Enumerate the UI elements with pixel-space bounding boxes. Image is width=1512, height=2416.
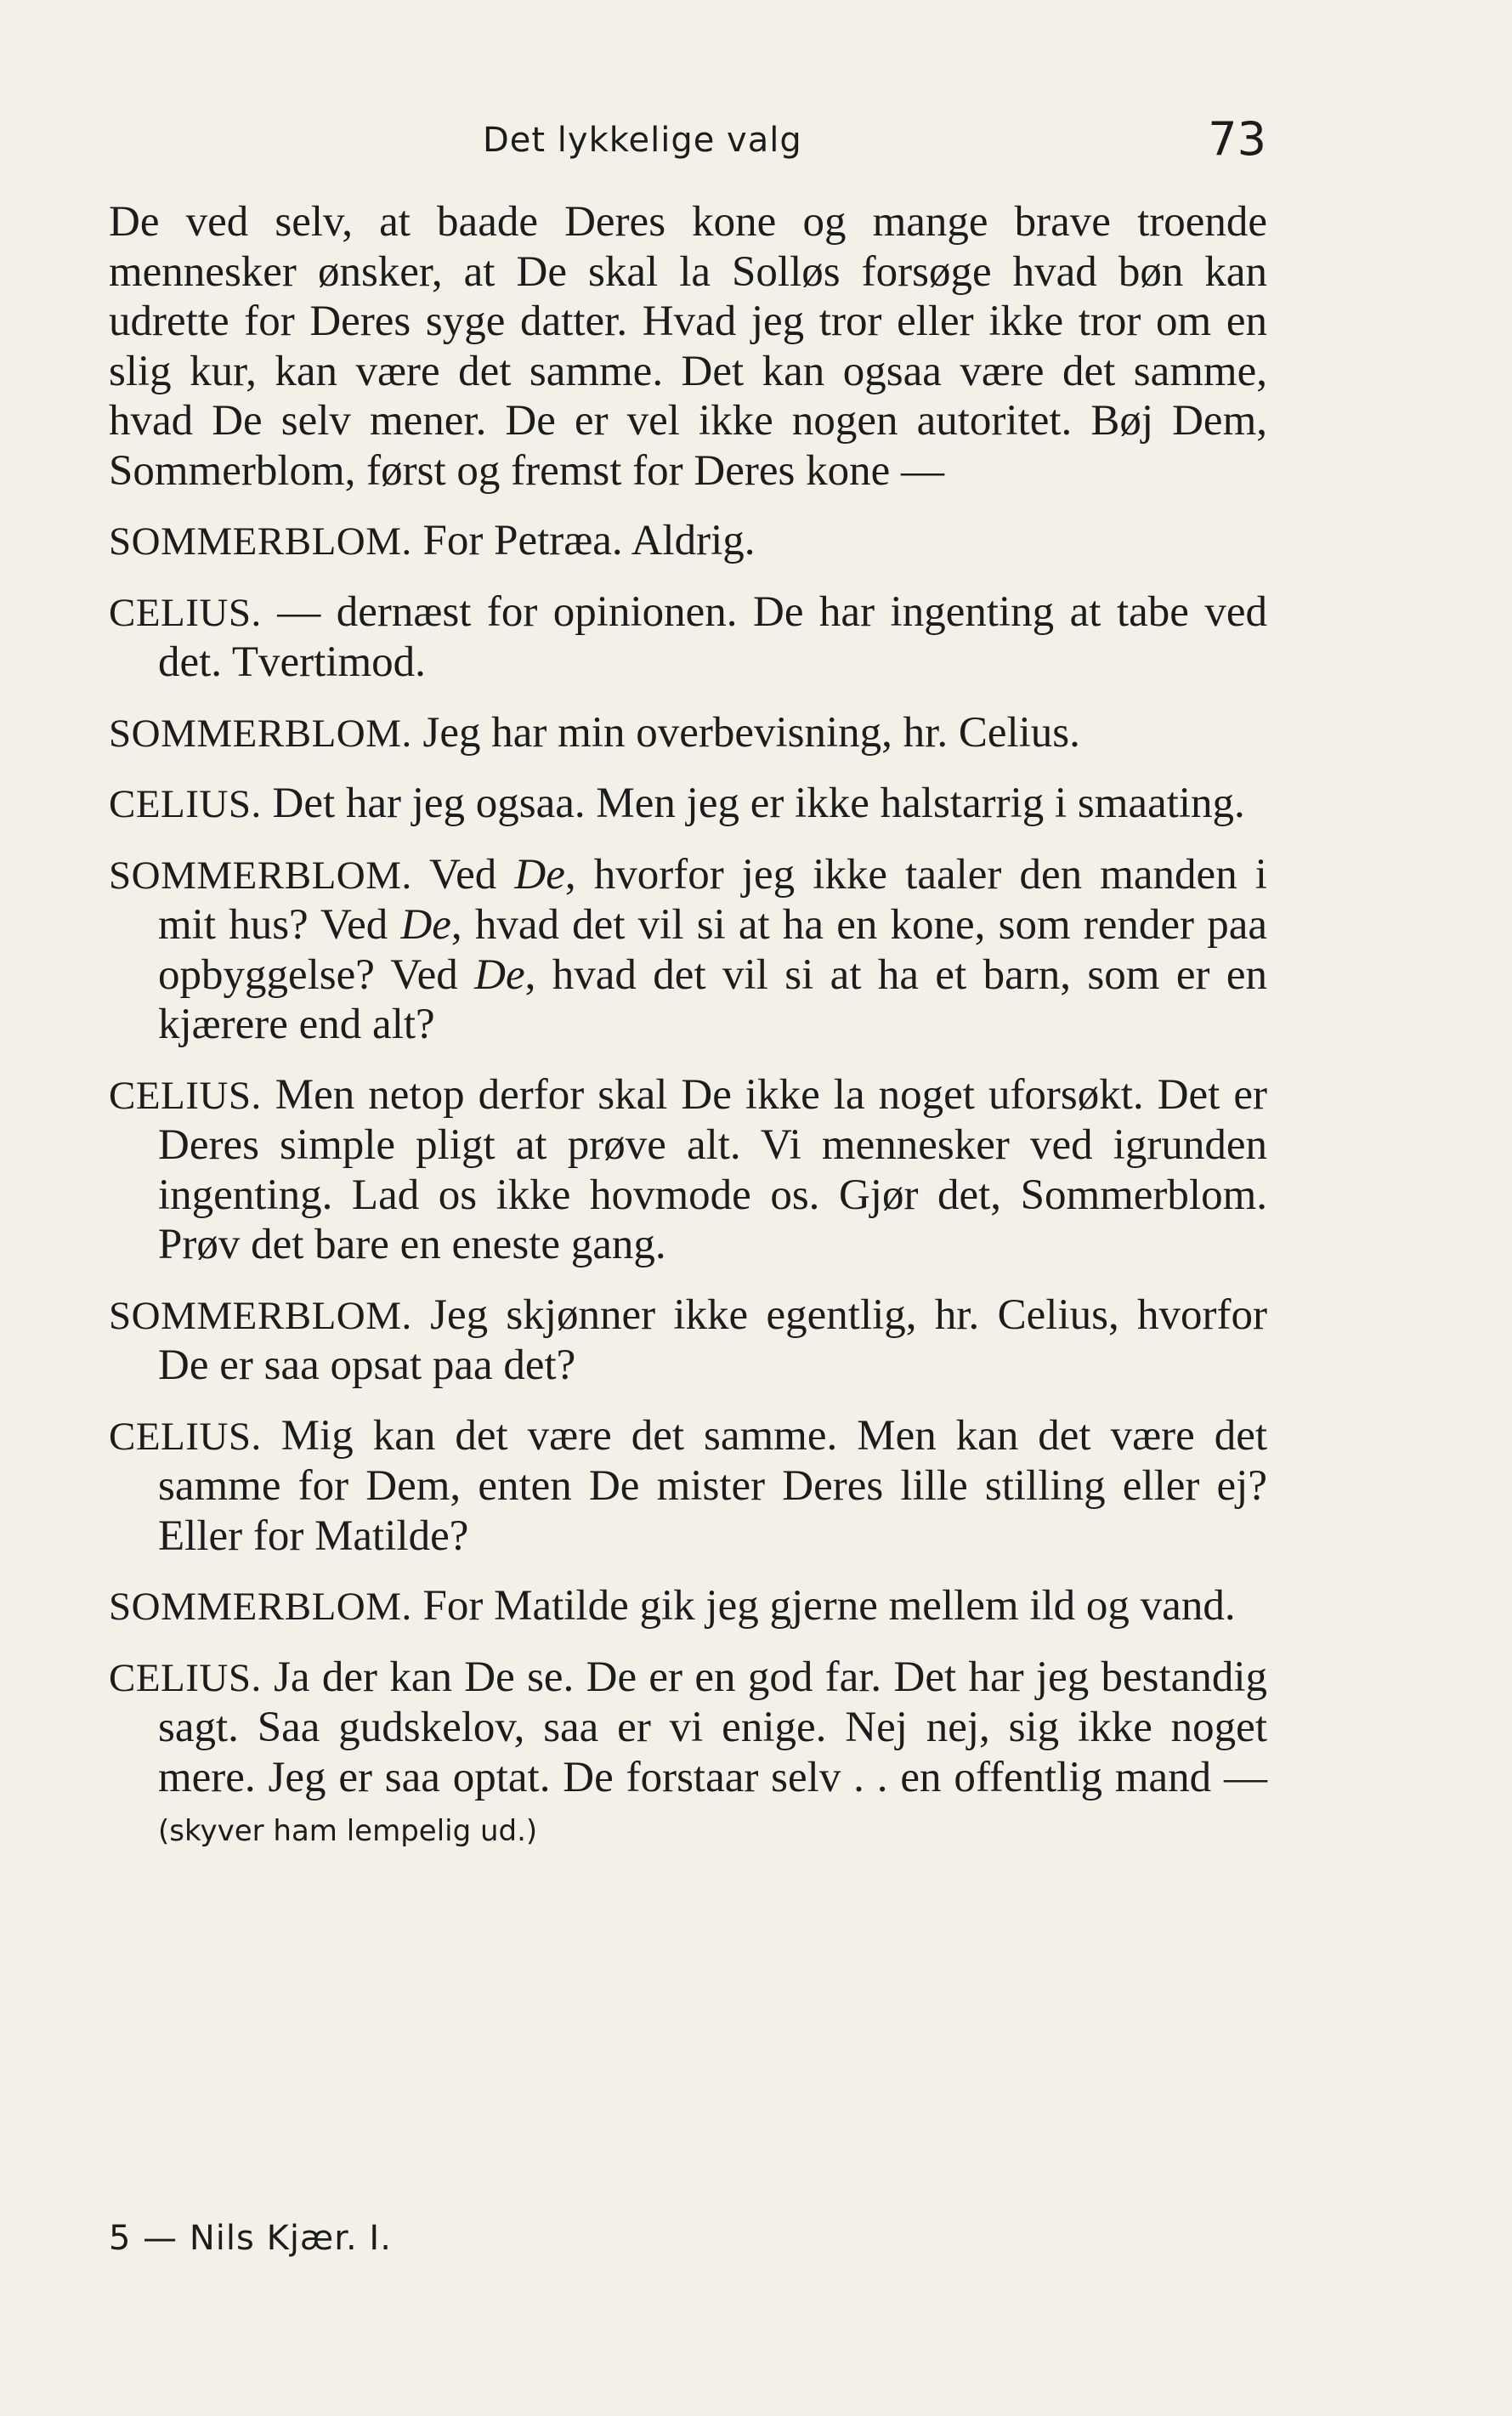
dialogue-line (109, 1411, 1267, 1562)
speaker-name: SOMMERBLOM. (109, 1585, 412, 1629)
speaker-name: CELIUS. (109, 1073, 262, 1118)
dialogue-text: For Petræa. Aldrig. (422, 517, 756, 564)
dialogue-line (109, 708, 1267, 759)
speaker-name: SOMMERBLOM. (109, 853, 412, 898)
page-number: 73 (1208, 112, 1266, 166)
emphasis-text: De (400, 901, 451, 949)
speaker-name: CELIUS. (109, 1414, 262, 1459)
dialogue-text-part: Ved (428, 850, 515, 899)
dialogue-text: Jeg skjønner ikke egentlig, hr. Celius, hvorfor De er saa opsat paa det? (158, 1290, 1268, 1389)
dialogue-text-part: , hvorfor jeg ikke taaler den manden i mit hus? Ved (158, 850, 1267, 949)
dialogue-line (109, 1581, 1267, 1632)
running-head (110, 112, 1266, 172)
continuation-paragraph (109, 197, 1267, 496)
dialogue-text: Mig kan det være det samme. Men kan det være det samme for Dem, enten De mister Deres lille stilling eller ej? Eller for Matilde? (158, 1411, 1267, 1560)
dialogue-text: — dernæst for opinionen. De har ingenting at tabe ved det. Tvertimod. (158, 587, 1267, 686)
dialogue-line (109, 1290, 1267, 1391)
emphasis-text: De (514, 850, 565, 899)
dialogue-text: Jeg har min overbevisning, hr. Celius. (422, 708, 1080, 757)
speaker-name: SOMMERBLOM. (109, 1293, 412, 1338)
running-title: Det lykkelige valg (483, 121, 802, 160)
dialogue-text: Ja der kan De se. De er en god far. Det har jeg bestandig sagt. Saa gudskelov, saa er vi enige. Nej nej, sig ikke noget mere. Jeg er saa optat. De forstaar selv . . en offentlig mand — (158, 1653, 1267, 1801)
body-text (109, 197, 1267, 1857)
dialogue-text-part: , hvad det vil si at ha en kone, som render paa opbyggelse? Ved (158, 901, 1267, 999)
dialogue-line (109, 516, 1267, 567)
speaker-name: CELIUS. (109, 1655, 262, 1700)
paragraph-text: De ved selv, at baade Deres kone og mange brave troende mennesker ønsker, at De skal la Solløs forsøge hvad bøn kan udrette for Deres syge datter. Hvad jeg tror eller ikke tror om en slig kur, kan være det samme. Det kan ogsaa være det samme, hvad De selv mener. De er vel ikke nogen autoritet. Bøj Dem, Sommerblom, først og fremst for Deres kone — (109, 198, 1267, 495)
dialogue-line (109, 1653, 1267, 1857)
printer-signature: 5 — Nils Kjær. I. (109, 2219, 392, 2258)
stage-direction: (skyver ham lempelig ud.) (158, 1814, 538, 1848)
dialogue-line (109, 1070, 1267, 1270)
dialogue-text: Det har jeg ogsaa. Men jeg er ikke halstarrig i smaating. (272, 780, 1245, 827)
speaker-name: CELIUS. (109, 782, 262, 826)
dialogue-line (109, 779, 1267, 830)
dialogue-line (109, 850, 1267, 1050)
dialogue-text: For Matilde gik jeg gjerne mellem ild og vand. (422, 1582, 1236, 1630)
speaker-name: CELIUS. (109, 590, 262, 635)
speaker-name: SOMMERBLOM. (109, 711, 412, 756)
emphasis-text: De (474, 950, 525, 999)
dialogue-text: Men netop derfor skal De ikke la noget uforsøkt. Det er Deres simple pligt at prøve alt. Vi mennesker ved igrunden ingenting. Lad os ikke hovmode os. Gjør det, Sommerblom. Prøv det bare en eneste gang. (158, 1070, 1267, 1268)
dialogue-line (109, 587, 1267, 688)
dialogue-text-part: , hvad det vil si at ha et barn, som er en kjærere end alt? (158, 950, 1268, 1048)
speaker-name: SOMMERBLOM. (109, 519, 412, 564)
